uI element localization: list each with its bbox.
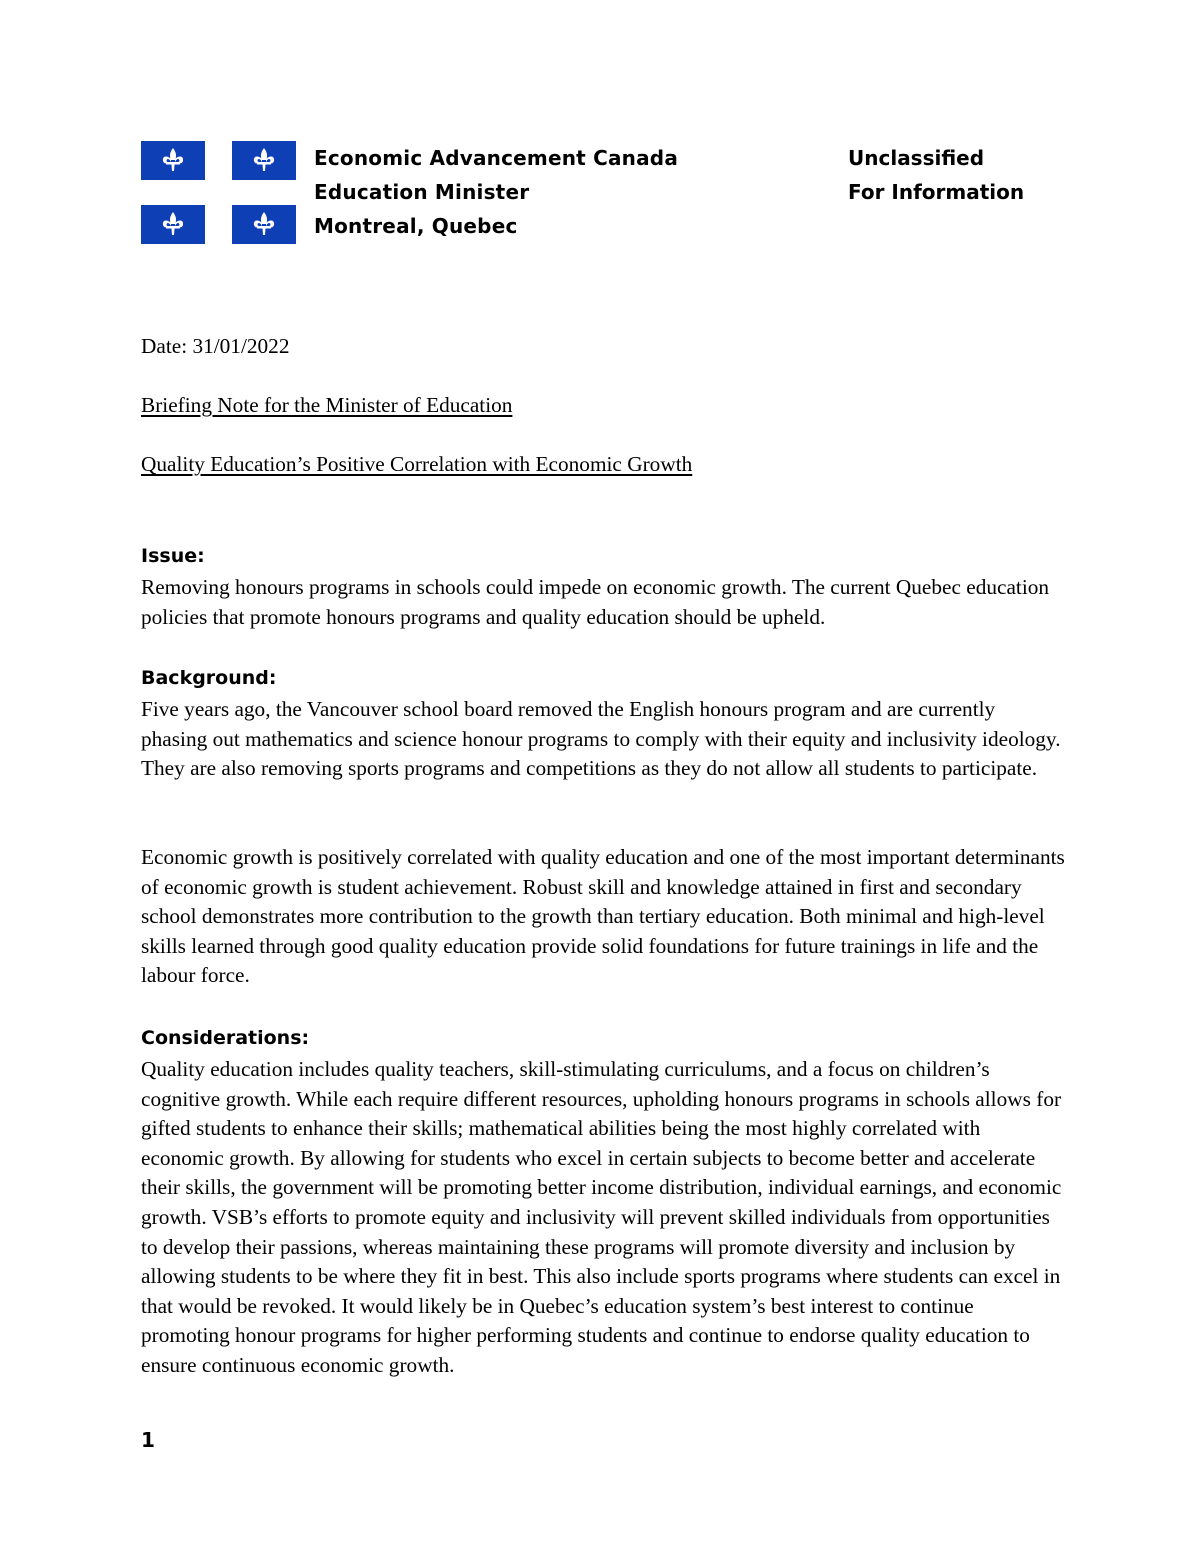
- section-heading-issue: Issue:: [141, 545, 205, 567]
- fleur-de-lis-icon: [232, 141, 296, 180]
- section-heading-considerations: Considerations:: [141, 1027, 310, 1049]
- document-subject: Quality Education’s Positive Correlation with Economic Growth: [141, 452, 693, 476]
- fleur-de-lis-icon: [141, 205, 205, 244]
- background-paragraph-1: Five years ago, the Vancouver school board removed the English honours program and are currently phasing out mathematics and science honour programs to comply with their equity and inclusivity ideology. They are also removing sports programs and competitions as they do not allow all students to participate.: [141, 697, 1061, 781]
- section-heading-background: Background:: [141, 667, 277, 689]
- fleur-de-lis-icon: [232, 205, 296, 244]
- background-paragraph-2: Economic growth is positively correlated with quality education and one of the most important determinants of economic growth is student achievement. Robust skill and knowledge attained in first and secondary school demonstrates more contribution to the growth than tertiary education. Both minimal and high-level skills learned through good quality education provide solid foundations for future trainings in life and the labour force.: [141, 845, 1065, 988]
- fleur-de-lis-icon: [141, 141, 205, 180]
- org-name: Economic Advancement Canada: [314, 146, 679, 170]
- page-number: 1: [141, 1428, 155, 1452]
- document-date: Date: 31/01/2022: [141, 334, 290, 358]
- classification-label: Unclassified: [848, 146, 985, 170]
- issue-paragraph: Removing honours programs in schools could impede on economic growth. The current Quebec education policies that promote honours programs and quality education should be upheld.: [141, 575, 1050, 629]
- org-department: Education Minister: [314, 180, 530, 204]
- considerations-paragraph: Quality education includes quality teachers, skill-stimulating curriculums, and a focus on children’s cognitive growth. While each require different resources, upholding honours programs in schools allows for gifted students to enhance their skills; mathematical abilities being the most highly correlated with economic growth. By allowing for students who excel in certain subjects to become better and accelerate their skills, the government will be promoting better income distribution, individual earnings, and economic growth. VSB’s efforts to promote equity and inclusivity will prevent skilled individuals from opportunities to develop their passions, whereas maintaining these programs will promote diversity and inclusion by allowing students to be where they fit in best. This also include sports programs where students can excel in that would be revoked. It would likely be in Quebec’s education system’s best interest to continue promoting honour programs for higher performing students and continue to endorse quality education to ensure continuous economic growth.: [141, 1057, 1062, 1377]
- purpose-label: For Information: [848, 180, 1025, 204]
- org-location: Montreal, Quebec: [314, 214, 518, 238]
- briefing-title: Briefing Note for the Minister of Education: [141, 393, 513, 417]
